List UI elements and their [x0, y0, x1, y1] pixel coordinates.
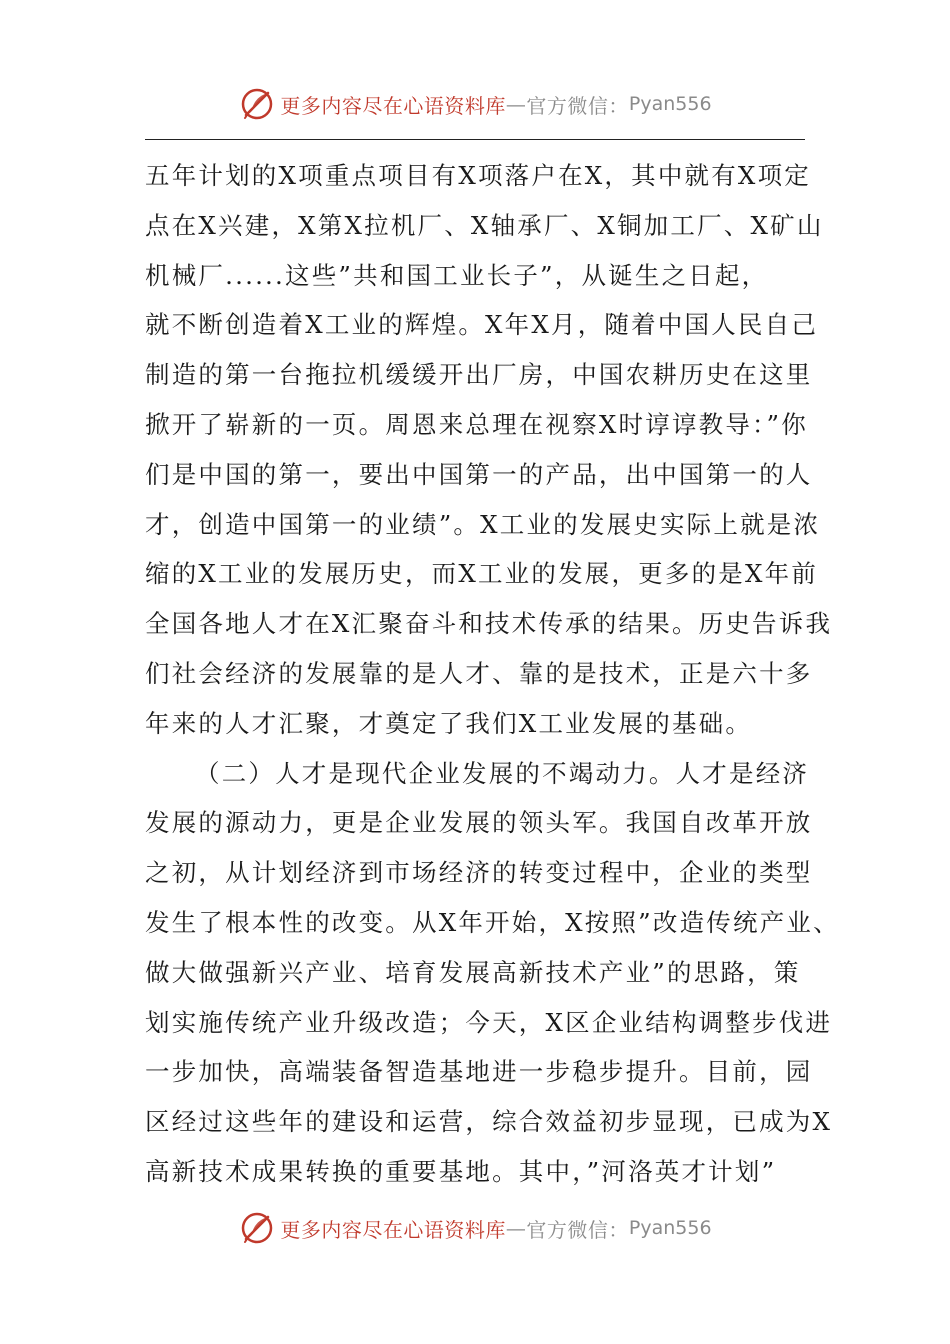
text-line: 就不断创造着X工业的辉煌。X年X月，随着中国人民自己 [145, 310, 819, 340]
quill-logo-icon [238, 1209, 276, 1247]
text-line: 发生了根本性的改变。从X年开始，X按照”改造传统产业、 [145, 907, 840, 937]
text-line: 掀开了崭新的一页。周恩来总理在视察X时谆谆教导：”你 [145, 409, 808, 439]
text-line: 发展的源动力，更是企业发展的领头军。我国自改革开放 [145, 808, 813, 838]
text-line: 点在X兴建，X第X拉机厂、X轴承厂、X铜加工厂、X矿山 [145, 210, 824, 240]
text-line: 高新技术成果转换的重要基地。其中，”河洛英才计划” [145, 1156, 777, 1186]
banner-main-text: 更多内容尽在心语资料库 [280, 1217, 506, 1242]
section-heading-line: （二）人才是现代企业发展的不竭动力。人才是经济 [195, 758, 810, 788]
text-line: 区经过这些年的建设和运营，综合效益初步显现，已成为X [145, 1107, 833, 1137]
banner-dash: — [505, 1216, 527, 1240]
banner-dash: — [505, 92, 527, 116]
footer-banner [0, 1208, 950, 1248]
header-banner [0, 84, 950, 124]
quill-logo-icon [238, 85, 276, 123]
banner-wechat-id: Pyan556 [628, 1217, 712, 1239]
text-line: 一步加快，高端装备智造基地进一步稳步提升。目前，园 [145, 1057, 813, 1087]
text-line: 五年计划的X项重点项目有X项落户在X，其中就有X项定 [145, 161, 811, 190]
text-line: 年来的人才汇聚，才奠定了我们X工业发展的基础。 [145, 708, 753, 738]
text-line: 划实施传统产业升级改造；今天，X区企业结构调整步伐进 [145, 1007, 833, 1037]
text-line: 机械厂......这些”共和国工业长子”，从诞生之日起， [145, 260, 769, 290]
banner-main-text: 更多内容尽在心语资料库 [280, 93, 506, 118]
text-line: 们社会经济的发展靠的是人才、靠的是技术，正是六十多 [145, 658, 813, 688]
banner-wechat-id: Pyan556 [628, 93, 712, 115]
text-line: 制造的第一台拖拉机缓缓开出厂房，中国农耕历史在这里 [145, 360, 813, 390]
banner-official-text: 官方微信： [526, 93, 629, 118]
text-line: 之初，从计划经济到市场经济的转变过程中，企业的类型 [145, 858, 813, 888]
text-line: 才，创造中国第一的业绩”。X工业的发展史实际上就是浓 [145, 509, 821, 539]
banner-official-text: 官方微信： [526, 1217, 629, 1242]
text-line: 们是中国的第一，要出中国第一的产品，出中国第一的人 [145, 459, 813, 489]
header-divider [145, 139, 805, 140]
text-line: 做大做强新兴产业、培育发展高新技术产业”的思路，策 [145, 957, 801, 987]
text-line: 缩的X工业的发展历史，而X工业的发展，更多的是X年前 [145, 559, 819, 589]
text-line: 全国各地人才在X汇聚奋斗和技术传承的结果。历史告诉我 [145, 609, 833, 639]
document-body [145, 151, 840, 1197]
